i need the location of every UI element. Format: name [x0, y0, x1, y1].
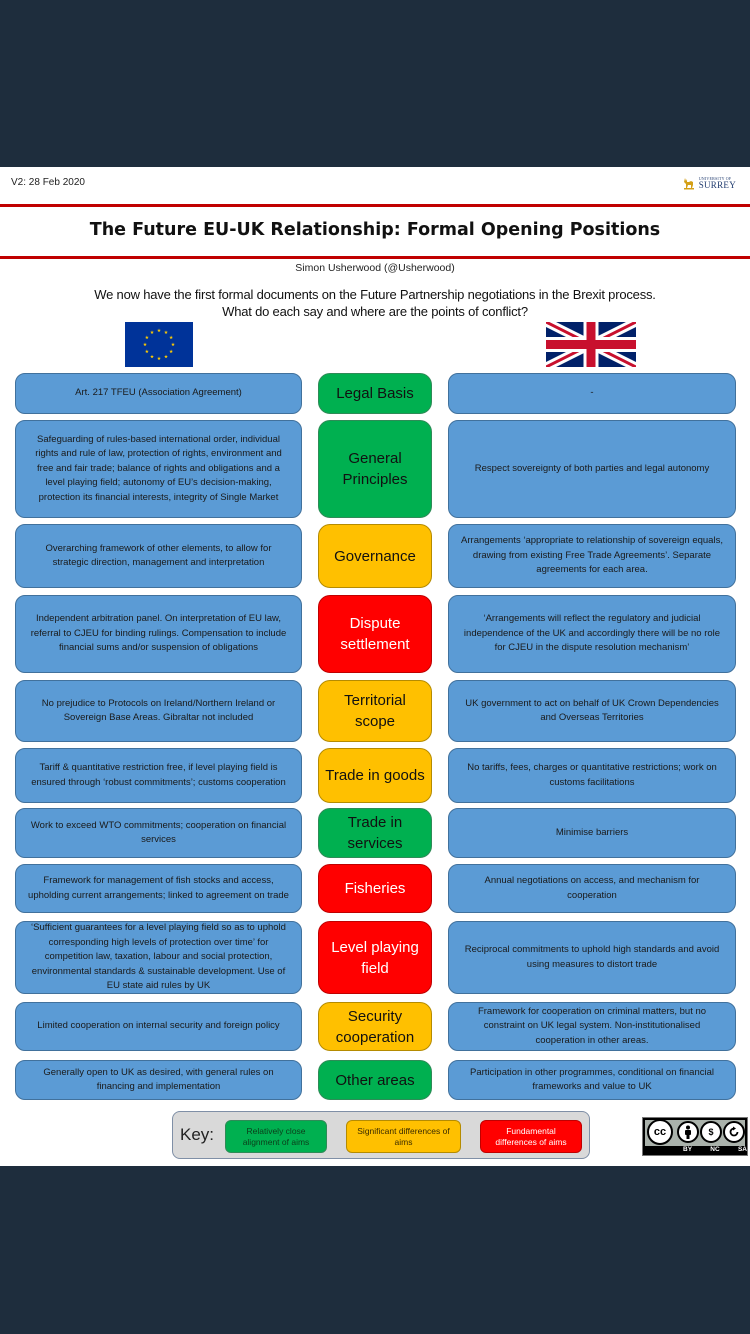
sharealike-icon: [723, 1121, 745, 1143]
uk-position-box-text: Participation in other programmes, conditional on financial frameworks and value to UK: [470, 1066, 714, 1092]
eu-position-box-text: Generally open to UK as desired, with general rules on financing and implementation: [43, 1066, 274, 1092]
stag-icon: [682, 176, 696, 190]
eu-position-box: [15, 524, 302, 588]
license-label-nc: NC: [710, 1146, 720, 1153]
key-item-red: Fundamental differences of aims: [480, 1120, 582, 1153]
eu-position-box: [15, 595, 302, 673]
uk-position-box: [448, 524, 736, 588]
uk-position-box: [448, 420, 736, 518]
eu-position-box-text: ‘Sufficient guarantees for a level playing field so as to uphold corresponding high levels of protection over time’ for competition law, taxation, labour and social protection, environmental standards & sustainable development. Use of EU state aid rules by UK: [31, 922, 286, 992]
topic-badge: [318, 524, 432, 588]
uk-position-box-text: Respect sovereignty of both parties and legal autonomy: [474, 462, 710, 474]
topic-badge-text: Security cooperation: [335, 1007, 415, 1046]
divider-top: [0, 204, 750, 207]
logo-line1: UNIVERSITY OF: [698, 175, 732, 181]
uk-position-box: [448, 748, 736, 803]
cc-license-badge: [642, 1117, 748, 1156]
uk-position-box: [448, 808, 736, 858]
topic-badge-text: Legal Basis: [336, 385, 414, 402]
uk-position-box: [448, 1060, 736, 1100]
topic-badge: [318, 1002, 432, 1051]
intro-line-1: We now have the first formal documents on the Future Partnership negotiations in the Brexit process.: [94, 287, 656, 302]
uk-position-box: [448, 595, 736, 673]
topic-badge: [318, 748, 432, 803]
key-label: Key:: [180, 1125, 215, 1144]
uk-position-box: [448, 1002, 736, 1051]
topic-badge: [318, 1060, 432, 1100]
uk-position-box-text: UK government to act on behalf of UK Crown Dependencies and Overseas Territories: [465, 697, 719, 723]
eu-position-box-text: Work to exceed WTO commitments; cooperation on financial services: [30, 819, 287, 845]
topic-badge-text: Territorial scope: [344, 692, 406, 730]
cc-icon: cc: [647, 1119, 673, 1145]
eu-position-box: [15, 864, 302, 913]
eu-position-box: [15, 1002, 302, 1051]
noncommercial-icon: $: [700, 1121, 722, 1143]
eu-position-box-text: No prejudice to Protocols on Ireland/Northern Ireland or Sovereign Base Areas. Gibraltar not included: [41, 697, 276, 723]
eu-position-box: [15, 808, 302, 858]
topic-badge-text: Other areas: [335, 1071, 415, 1089]
eu-position-box-text: Tariff & quantitative restriction free, if level playing field is ensured through ‘robust commitments’; customs cooperation: [31, 762, 286, 788]
logo-line2: SURREY: [698, 179, 736, 190]
topic-badge: [318, 921, 432, 994]
uk-position-box-text: Arrangements ‘appropriate to relationship of sovereign equals, drawing from existing Free Trade Agreements’. Separate agreements for each area.: [461, 535, 723, 576]
author: Simon Usherwood (@Usherwood): [295, 262, 455, 274]
key-item-green: Relatively close alignment of aims: [225, 1120, 327, 1153]
eu-position-box-text: Overarching framework of other elements, to allow for strategic direction, management and interpretation: [45, 542, 272, 568]
uk-position-box-text: Reciprocal commitments to uphold high standards and avoid using measures to distort trade: [464, 944, 720, 970]
eu-position-box: [15, 680, 302, 742]
topic-badge: [318, 373, 432, 414]
topic-badge-text: Dispute settlement: [340, 615, 410, 653]
uk-position-box: [448, 373, 736, 414]
eu-position-box: [15, 921, 302, 994]
topic-badge: [318, 420, 432, 518]
topic-badge-text: Governance: [334, 547, 416, 565]
topic-badge-text: Trade in goods: [325, 767, 425, 784]
topic-badge: [318, 864, 432, 913]
topic-badge-text: General Principles: [342, 450, 408, 488]
uk-position-box: [448, 864, 736, 913]
eu-position-box: [15, 420, 302, 518]
attribution-icon: [677, 1121, 699, 1143]
topic-badge: [318, 680, 432, 742]
uk-position-box-text: Minimise barriers: [555, 826, 629, 838]
uk-flag-icon: [546, 322, 636, 367]
eu-flag-icon: [125, 322, 193, 367]
university-logo: [682, 175, 736, 191]
uk-position-box-text: No tariffs, fees, charges or quantitative restrictions; work on customs facilitations: [467, 762, 717, 788]
eu-position-box-text: Limited cooperation on internal security and foreign policy: [37, 1020, 280, 1032]
page-title: The Future EU-UK Relationship: Formal Opening Positions: [89, 220, 661, 240]
topic-badge-text: Level playing field: [331, 938, 419, 977]
eu-position-box: [15, 373, 302, 414]
eu-position-box-text: Art. 217 TFEU (Association Agreement): [75, 387, 242, 399]
eu-position-box-text: Independent arbitration panel. On interpretation of EU law, referral to CJEU for binding rulings. Compensation to include financial sums and/or suspension of obligations: [30, 613, 287, 654]
uk-position-box-text: Framework for cooperation on criminal matters, but no constraint on UK legal system. Non-institutionalised cooperation in other areas.: [477, 1005, 707, 1046]
uk-position-box-text: Annual negotiations on access, and mechanism for cooperation: [484, 875, 700, 901]
eu-position-box-text: Framework for management of fish stocks and access, upholding current arrangements; linked to agreement on trade: [28, 875, 289, 901]
topic-badge: [318, 595, 432, 673]
eu-position-box-text: Safeguarding of rules-based international order, individual rights and rule of law, protection of rights, environment and free and fair trade; balance of rights and obligations and a level playing field; autonomy of EU’s decision-making, protection its financial interests, integrity of Single Market: [35, 433, 282, 503]
intro-line-2: What do each say and where are the points of conflict?: [222, 304, 528, 319]
divider-bottom: [0, 256, 750, 259]
license-label-by: BY: [683, 1146, 693, 1153]
eu-position-box: [15, 748, 302, 803]
topic-badge-text: Trade in services: [347, 814, 403, 852]
intro-text: [0, 286, 750, 320]
topic-badge: [318, 808, 432, 858]
eu-position-box: [15, 1060, 302, 1100]
license-label-sa: SA: [737, 1146, 747, 1153]
uk-position-box-text: -: [590, 387, 594, 399]
uk-position-box: [448, 921, 736, 994]
uk-position-box: [448, 680, 736, 742]
version-date: V2: 28 Feb 2020: [11, 177, 85, 188]
legend-key: [172, 1111, 590, 1159]
key-item-amber: Significant differences of aims: [346, 1120, 461, 1153]
topic-badge-text: Fisheries: [344, 880, 406, 897]
infographic-page: [0, 167, 750, 1166]
uk-position-box-text: ‘Arrangements will reflect the regulatory and judicial independence of the UK and accordingly there will be no role for CJEU in the dispute resolution mechanism’: [463, 613, 721, 654]
